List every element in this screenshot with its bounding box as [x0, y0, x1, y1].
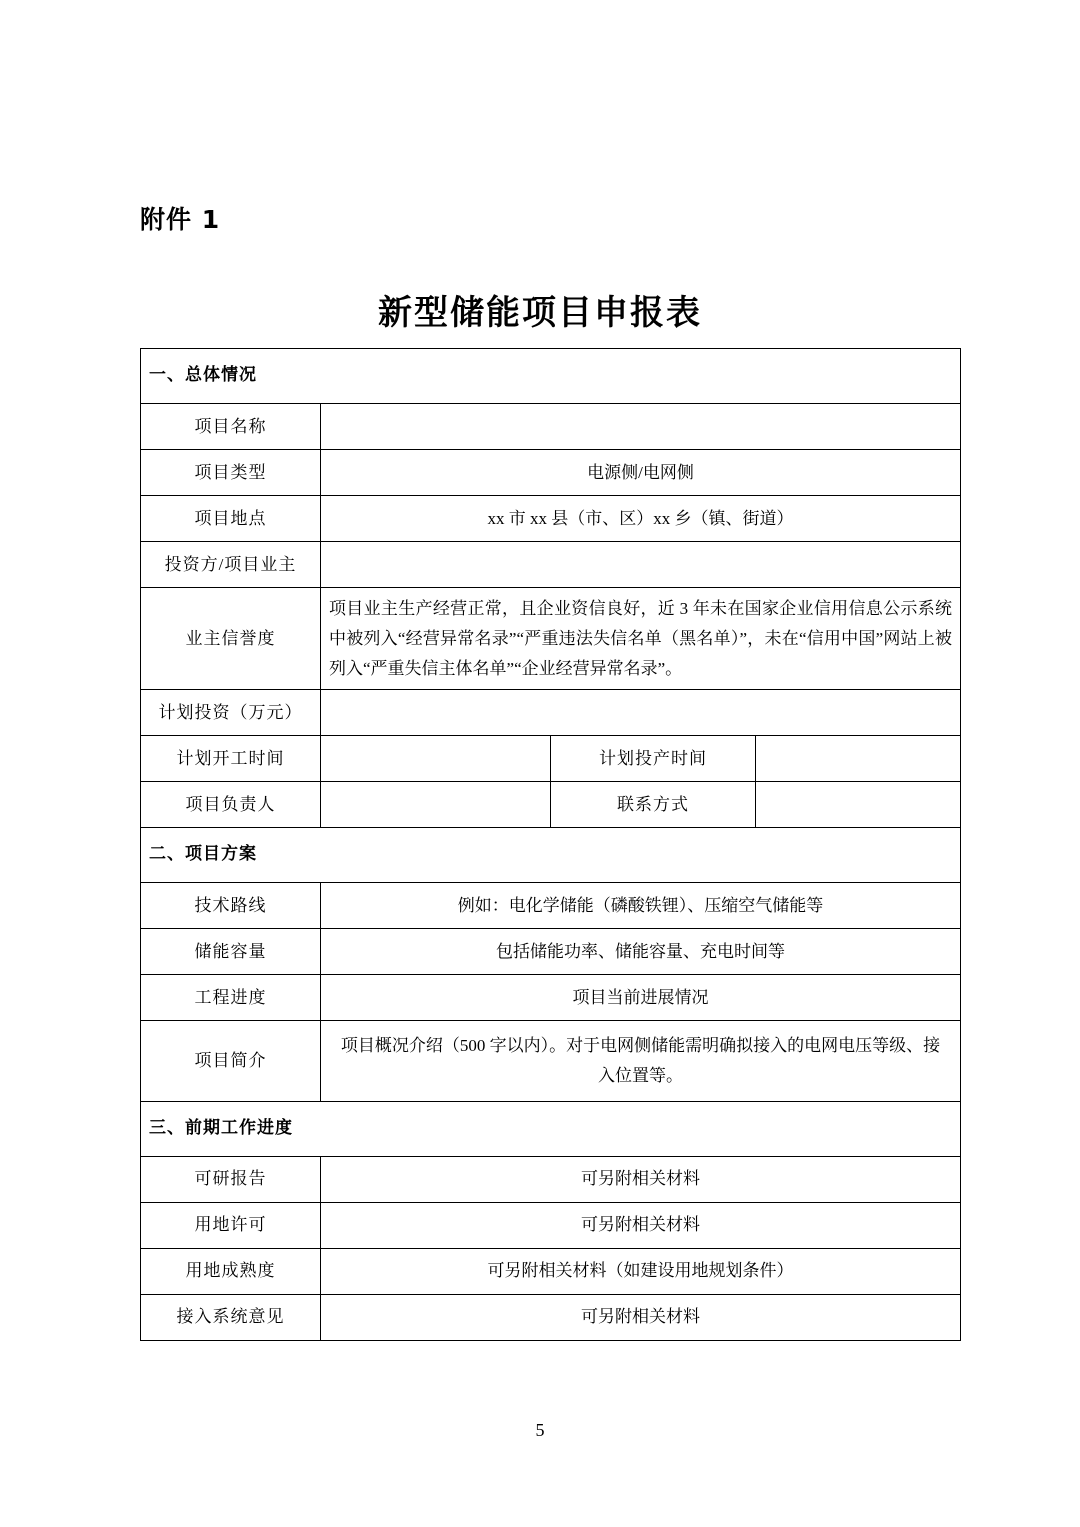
field-label-grid-connection-opinion: 接入系统意见	[141, 1294, 321, 1340]
field-value-project-type[interactable]: 电源侧/电网侧	[321, 450, 961, 496]
field-label-investor: 投资方/项目业主	[141, 542, 321, 588]
field-label-project-type: 项目类型	[141, 450, 321, 496]
table-row	[141, 1294, 961, 1340]
table-row	[141, 1202, 961, 1248]
field-label-land-maturity: 用地成熟度	[141, 1248, 321, 1294]
field-label-planned-start: 计划开工时间	[141, 736, 321, 782]
field-label-project-summary: 项目简介	[141, 1021, 321, 1102]
field-label-land-permit: 用地许可	[141, 1202, 321, 1248]
table-row	[141, 404, 961, 450]
field-label-technology-route: 技术路线	[141, 883, 321, 929]
table-row	[141, 929, 961, 975]
field-value-feasibility-report[interactable]: 可另附相关材料	[321, 1156, 961, 1202]
field-label-contact: 联系方式	[551, 782, 756, 828]
table-row	[141, 542, 961, 588]
field-label-project-name: 项目名称	[141, 404, 321, 450]
section-heading-preliminary: 三、前期工作进度	[141, 1101, 961, 1156]
field-label-owner-credit: 业主信誉度	[141, 588, 321, 690]
table-row	[141, 450, 961, 496]
field-label-planned-operation: 计划投产时间	[551, 736, 756, 782]
field-value-investor[interactable]	[321, 542, 961, 588]
table-row	[141, 349, 961, 404]
field-value-project-name[interactable]	[321, 404, 961, 450]
field-value-planned-start[interactable]	[321, 736, 551, 782]
field-value-project-manager[interactable]	[321, 782, 551, 828]
section-heading-overview: 一、总体情况	[141, 349, 961, 404]
table-row	[141, 1021, 961, 1102]
section-heading-scheme: 二、项目方案	[141, 828, 961, 883]
table-row	[141, 736, 961, 782]
field-value-engineering-progress[interactable]: 项目当前进展情况	[321, 975, 961, 1021]
page-title: 新型储能项目申报表	[378, 293, 702, 333]
table-row	[141, 883, 961, 929]
project-declaration-form	[140, 348, 961, 1341]
field-label-feasibility-report: 可研报告	[141, 1156, 321, 1202]
field-value-storage-capacity[interactable]: 包括储能功率、储能容量、充电时间等	[321, 929, 961, 975]
field-value-planned-investment[interactable]	[321, 690, 961, 736]
field-value-contact[interactable]	[756, 782, 961, 828]
field-value-project-summary[interactable]: 项目概况介绍（500 字以内）。对于电网侧储能需明确拟接入的电网电压等级、接入位置等。	[321, 1021, 961, 1102]
field-value-grid-connection-opinion[interactable]: 可另附相关材料	[321, 1294, 961, 1340]
table-row	[141, 588, 961, 690]
field-value-project-location[interactable]: xx 市 xx 县（市、区）xx 乡（镇、街道）	[321, 496, 961, 542]
field-value-planned-operation[interactable]	[756, 736, 961, 782]
field-value-owner-credit[interactable]: 项目业主生产经营正常，且企业资信良好，近 3 年未在国家企业信用信息公示系统中被列入“经营异常名录”“严重违法失信名单（黑名单）”，未在“信用中国”网站上被列入“严重失信主体名单”“企业经营异常名录”。	[321, 588, 961, 690]
page-number: 5	[535, 1420, 545, 1440]
table-row	[141, 975, 961, 1021]
table-row	[141, 782, 961, 828]
field-label-project-location: 项目地点	[141, 496, 321, 542]
field-label-project-manager: 项目负责人	[141, 782, 321, 828]
field-label-planned-investment: 计划投资（万元）	[141, 690, 321, 736]
field-value-technology-route[interactable]: 例如：电化学储能（磷酸铁锂）、压缩空气储能等	[321, 883, 961, 929]
field-value-land-permit[interactable]: 可另附相关材料	[321, 1202, 961, 1248]
table-row	[141, 1156, 961, 1202]
table-row	[141, 1248, 961, 1294]
table-row	[141, 828, 961, 883]
table-row	[141, 496, 961, 542]
field-label-storage-capacity: 储能容量	[141, 929, 321, 975]
field-value-land-maturity[interactable]: 可另附相关材料（如建设用地规划条件）	[321, 1248, 961, 1294]
table-row	[141, 690, 961, 736]
table-row	[141, 1101, 961, 1156]
field-label-engineering-progress: 工程进度	[141, 975, 321, 1021]
attachment-label: 附件 1	[140, 205, 221, 234]
